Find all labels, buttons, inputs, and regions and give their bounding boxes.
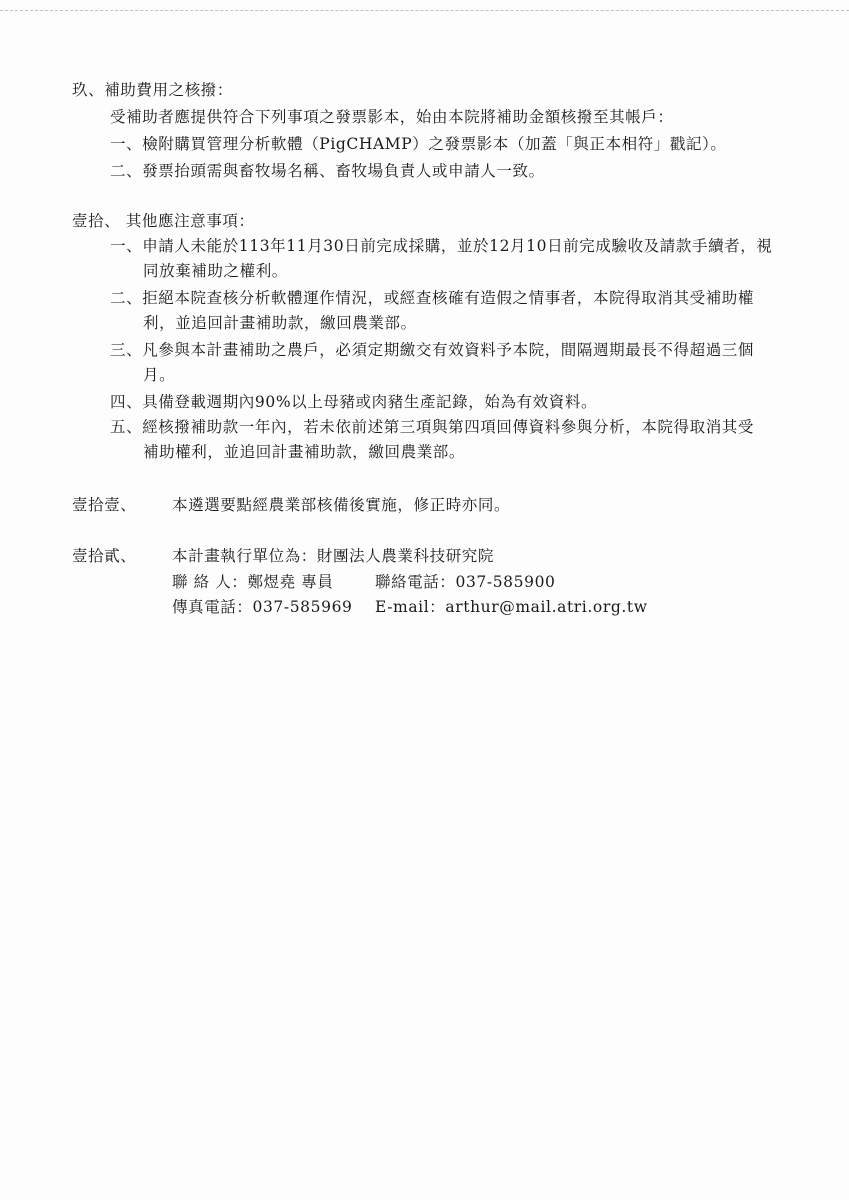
contact-email: E-mail：arthur@mail.atri.org.tw: [375, 598, 648, 616]
section11-heading: 壹拾壹、: [72, 496, 137, 514]
section10-item-2-line1: 二、拒絕本院查核分析軟體運作情況，或經查核確有造假之情事者，本院得取消其受補助權: [110, 289, 755, 307]
section10-item-4-line1: 四、具備登載週期內90%以上母豬或肉豬生產記錄，始為有效資料。: [110, 393, 598, 411]
section10-heading: 壹拾、 其他應注意事項：: [72, 212, 255, 230]
section12-heading: 壹拾貳、: [72, 547, 137, 565]
section9-item-2: 二、發票抬頭需與畜牧場名稱、畜牧場負責人或申請人一致。: [110, 162, 545, 180]
section10-item-3-line2: 月。: [143, 366, 176, 384]
section9-heading: 玖、補助費用之核撥：: [72, 81, 234, 99]
section11-text: 本遴選要點經農業部核備後實施，修正時亦同。: [172, 496, 511, 514]
section9-intro: 受補助者應提供符合下列事項之發票影本，始由本院將補助金額核撥至其帳戶：: [110, 108, 674, 126]
section12-text: 本計畫執行單位為：財團法人農業科技研究院: [172, 547, 495, 565]
section10-item-3-line1: 三、凡參與本計畫補助之農戶，必須定期繳交有效資料予本院，間隔週期最長不得超過三個: [110, 341, 755, 359]
section10-item-1-line2: 同放棄補助之權利。: [143, 262, 288, 280]
section10-item-2-line2: 利，並追回計畫補助款，繳回農業部。: [143, 314, 417, 332]
contact-person: 聯 絡 人：鄭煜堯 專員: [172, 573, 334, 591]
contact-phone: 聯絡電話：037-585900: [375, 573, 556, 591]
section9-item-1: 一、檢附購買管理分析軟體（PigCHAMP）之發票影本（加蓋「與正本相符」戳記）。: [110, 135, 727, 153]
section10-item-5-line1: 五、經核撥補助款一年內，若未依前述第三項與第四項回傳資料參與分析，本院得取消其受: [110, 418, 755, 436]
section10-item-5-line2: 補助權利，並追回計畫補助款，繳回農業部。: [143, 443, 466, 461]
section10-item-1-line1: 一、申請人未能於113年11月30日前完成採購，並於12月10日前完成驗收及請款手續者，視: [110, 237, 773, 255]
contact-fax: 傳真電話：037-585969: [172, 598, 353, 616]
